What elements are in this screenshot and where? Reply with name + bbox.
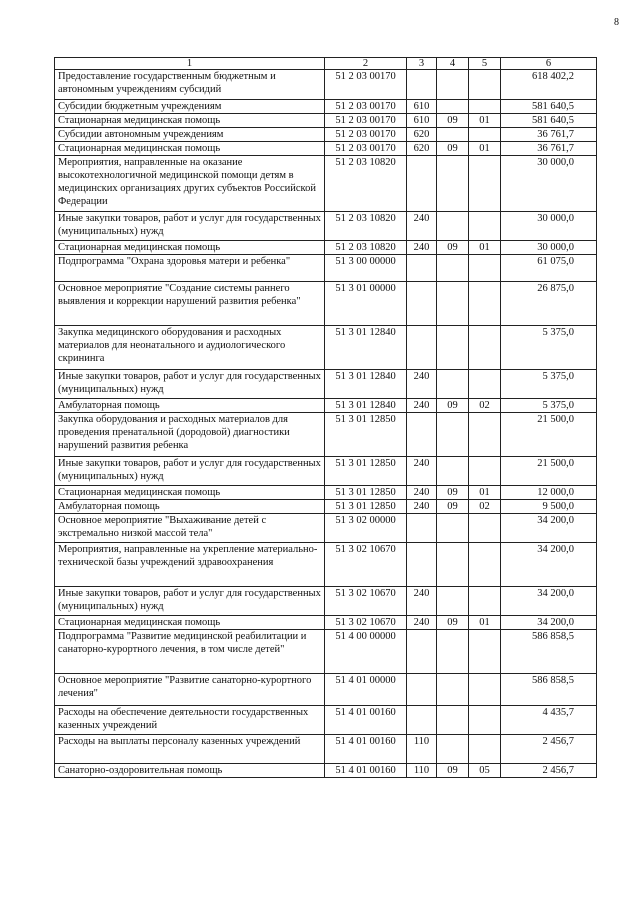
row-amount: 36 761,7 (501, 142, 597, 156)
table-row (55, 326, 597, 370)
row-rz (437, 70, 469, 100)
row-vr: 240 (407, 457, 437, 486)
row-rz (437, 543, 469, 587)
row-name: Основное мероприятие "Выхаживание детей с экстремально низкой массой тела" (55, 514, 325, 543)
row-code: 51 3 02 00000 (325, 514, 407, 543)
row-name: Амбулаторная помощь (55, 399, 325, 413)
row-pr (469, 735, 501, 764)
row-name: Иные закупки товаров, работ и услуг для государственных (муниципальных) нужд (55, 457, 325, 486)
row-pr (469, 128, 501, 142)
row-vr: 620 (407, 142, 437, 156)
row-name: Иные закупки товаров, работ и услуг для государственных (муниципальных) нужд (55, 587, 325, 616)
row-name: Амбулаторная помощь (55, 500, 325, 514)
row-code: 51 3 01 00000 (325, 282, 407, 326)
row-vr: 240 (407, 587, 437, 616)
row-code: 51 4 01 00160 (325, 706, 407, 735)
row-pr (469, 706, 501, 735)
row-code: 51 2 03 10820 (325, 241, 407, 255)
row-name: Подпрограмма "Развитие медицинской реабилитации и санаторно-курортного лечения, в том числе детей" (55, 630, 325, 674)
row-pr (469, 543, 501, 587)
row-name: Субсидии бюджетным учреждениям (55, 100, 325, 114)
row-name: Основное мероприятие "Создание системы раннего выявления и коррекции нарушений развития ребенка" (55, 282, 325, 326)
table-row (55, 457, 597, 486)
column-header: 5 (469, 58, 501, 70)
row-name: Закупка оборудования и расходных материалов для проведения пренатальной (дородовой) диагностики нарушений развития ребенка (55, 413, 325, 457)
row-pr: 05 (469, 764, 501, 778)
row-vr: 240 (407, 212, 437, 241)
row-rz (437, 370, 469, 399)
row-code: 51 3 00 00000 (325, 255, 407, 282)
row-name: Основное мероприятие "Развитие санаторно-курортного лечения" (55, 674, 325, 706)
row-name: Стационарная медицинская помощь (55, 241, 325, 255)
budget-table (54, 57, 597, 778)
row-rz (437, 457, 469, 486)
row-rz (437, 212, 469, 241)
column-header: 6 (501, 58, 597, 70)
row-rz (437, 587, 469, 616)
row-code: 51 3 01 12840 (325, 370, 407, 399)
table-row (55, 764, 597, 778)
row-vr (407, 514, 437, 543)
row-amount: 5 375,0 (501, 370, 597, 399)
row-code: 51 3 01 12850 (325, 413, 407, 457)
row-name: Закупка медицинского оборудования и расходных материалов для неонатального и аудиологического скрининга (55, 326, 325, 370)
row-vr: 240 (407, 616, 437, 630)
row-name: Расходы на обеспечение деятельности государственных казенных учреждений (55, 706, 325, 735)
row-amount: 618 402,2 (501, 70, 597, 100)
table-row (55, 674, 597, 706)
row-vr (407, 413, 437, 457)
row-name: Санаторно-оздоровительная помощь (55, 764, 325, 778)
row-rz: 09 (437, 399, 469, 413)
row-pr (469, 674, 501, 706)
row-vr (407, 543, 437, 587)
row-pr (469, 156, 501, 212)
row-amount: 30 000,0 (501, 156, 597, 212)
row-name: Иные закупки товаров, работ и услуг для государственных (муниципальных) нужд (55, 212, 325, 241)
table-row (55, 486, 597, 500)
row-code: 51 2 03 00170 (325, 70, 407, 100)
table-row (55, 282, 597, 326)
table-row (55, 413, 597, 457)
row-amount: 586 858,5 (501, 630, 597, 674)
row-amount: 9 500,0 (501, 500, 597, 514)
row-code: 51 3 01 12850 (325, 457, 407, 486)
row-rz: 09 (437, 764, 469, 778)
row-rz (437, 128, 469, 142)
row-rz: 09 (437, 241, 469, 255)
row-amount: 34 200,0 (501, 543, 597, 587)
row-rz (437, 156, 469, 212)
row-code: 51 4 01 00000 (325, 674, 407, 706)
column-header: 2 (325, 58, 407, 70)
row-code: 51 2 03 10820 (325, 212, 407, 241)
row-amount: 581 640,5 (501, 100, 597, 114)
table-row (55, 70, 597, 100)
row-pr (469, 413, 501, 457)
row-amount: 61 075,0 (501, 255, 597, 282)
row-amount: 12 000,0 (501, 486, 597, 500)
row-amount: 30 000,0 (501, 212, 597, 241)
row-name: Подпрограмма "Охрана здоровья матери и ребенка" (55, 255, 325, 282)
row-name: Мероприятия, направленные на укрепление материально-технической базы учреждений здравоохранения (55, 543, 325, 587)
row-rz (437, 706, 469, 735)
row-code: 51 4 01 00160 (325, 764, 407, 778)
row-vr (407, 282, 437, 326)
row-name: Стационарная медицинская помощь (55, 616, 325, 630)
row-amount: 2 456,7 (501, 735, 597, 764)
row-vr: 620 (407, 128, 437, 142)
table-row (55, 735, 597, 764)
row-vr: 610 (407, 114, 437, 128)
row-name: Расходы на выплаты персоналу казенных учреждений (55, 735, 325, 764)
table-row (55, 255, 597, 282)
row-rz (437, 514, 469, 543)
table-row (55, 706, 597, 735)
table-row (55, 500, 597, 514)
table-row (55, 114, 597, 128)
row-pr (469, 457, 501, 486)
header-row (55, 58, 597, 70)
table-row (55, 156, 597, 212)
row-code: 51 3 01 12840 (325, 399, 407, 413)
row-rz: 09 (437, 114, 469, 128)
row-amount: 5 375,0 (501, 399, 597, 413)
table-row (55, 128, 597, 142)
row-vr: 240 (407, 370, 437, 399)
row-vr (407, 156, 437, 212)
row-vr: 240 (407, 241, 437, 255)
table-row (55, 587, 597, 616)
row-amount: 34 200,0 (501, 587, 597, 616)
table-row (55, 142, 597, 156)
row-pr: 01 (469, 616, 501, 630)
row-code: 51 2 03 10820 (325, 156, 407, 212)
table-row (55, 399, 597, 413)
row-pr (469, 100, 501, 114)
row-pr (469, 630, 501, 674)
row-code: 51 3 01 12850 (325, 500, 407, 514)
row-amount: 21 500,0 (501, 413, 597, 457)
row-pr (469, 282, 501, 326)
row-rz (437, 735, 469, 764)
row-rz: 09 (437, 500, 469, 514)
row-amount: 36 761,7 (501, 128, 597, 142)
row-vr: 240 (407, 500, 437, 514)
row-rz: 09 (437, 486, 469, 500)
row-name: Стационарная медицинская помощь (55, 142, 325, 156)
row-vr: 240 (407, 399, 437, 413)
row-pr (469, 255, 501, 282)
row-name: Предоставление государственным бюджетным и автономным учреждениям субсидий (55, 70, 325, 100)
row-rz: 09 (437, 142, 469, 156)
row-pr: 01 (469, 114, 501, 128)
row-rz (437, 326, 469, 370)
page-number: 8 (614, 17, 619, 28)
row-vr (407, 255, 437, 282)
row-pr (469, 587, 501, 616)
row-vr (407, 674, 437, 706)
row-pr (469, 70, 501, 100)
row-vr: 110 (407, 764, 437, 778)
row-pr (469, 212, 501, 241)
row-code: 51 4 00 00000 (325, 630, 407, 674)
row-vr (407, 326, 437, 370)
row-name: Мероприятия, направленные на оказание высокотехнологичной медицинской помощи детям в медицинских организациях других субъектов Российской Федерации (55, 156, 325, 212)
row-code: 51 3 02 10670 (325, 587, 407, 616)
row-code: 51 3 02 10670 (325, 616, 407, 630)
row-vr (407, 706, 437, 735)
row-vr (407, 70, 437, 100)
row-code: 51 2 03 00170 (325, 114, 407, 128)
row-name: Стационарная медицинская помощь (55, 486, 325, 500)
row-amount: 34 200,0 (501, 514, 597, 543)
row-amount: 2 456,7 (501, 764, 597, 778)
row-name: Стационарная медицинская помощь (55, 114, 325, 128)
row-code: 51 2 03 00170 (325, 142, 407, 156)
row-pr (469, 326, 501, 370)
row-amount: 586 858,5 (501, 674, 597, 706)
row-rz: 09 (437, 616, 469, 630)
row-amount: 4 435,7 (501, 706, 597, 735)
row-amount: 5 375,0 (501, 326, 597, 370)
row-amount: 581 640,5 (501, 114, 597, 128)
row-pr (469, 370, 501, 399)
table-row (55, 370, 597, 399)
row-rz (437, 255, 469, 282)
table-row (55, 616, 597, 630)
row-rz (437, 282, 469, 326)
row-rz (437, 630, 469, 674)
row-vr: 240 (407, 486, 437, 500)
row-vr: 610 (407, 100, 437, 114)
row-rz (437, 100, 469, 114)
row-code: 51 3 01 12850 (325, 486, 407, 500)
row-amount: 21 500,0 (501, 457, 597, 486)
row-pr (469, 514, 501, 543)
column-header: 4 (437, 58, 469, 70)
row-pr: 01 (469, 241, 501, 255)
table-row (55, 514, 597, 543)
table-row (55, 212, 597, 241)
column-header: 1 (55, 58, 325, 70)
column-header: 3 (407, 58, 437, 70)
row-pr: 02 (469, 399, 501, 413)
row-vr: 110 (407, 735, 437, 764)
row-rz (437, 674, 469, 706)
row-code: 51 2 03 00170 (325, 128, 407, 142)
row-pr: 01 (469, 142, 501, 156)
table-row (55, 543, 597, 587)
row-vr (407, 630, 437, 674)
row-code: 51 4 01 00160 (325, 735, 407, 764)
row-code: 51 3 01 12840 (325, 326, 407, 370)
table-row (55, 630, 597, 674)
row-amount: 34 200,0 (501, 616, 597, 630)
row-code: 51 2 03 00170 (325, 100, 407, 114)
row-name: Иные закупки товаров, работ и услуг для государственных (муниципальных) нужд (55, 370, 325, 399)
row-code: 51 3 02 10670 (325, 543, 407, 587)
row-name: Субсидии автономным учреждениям (55, 128, 325, 142)
row-rz (437, 413, 469, 457)
row-amount: 26 875,0 (501, 282, 597, 326)
table-row (55, 241, 597, 255)
row-pr: 02 (469, 500, 501, 514)
row-amount: 30 000,0 (501, 241, 597, 255)
row-pr: 01 (469, 486, 501, 500)
table-row (55, 100, 597, 114)
